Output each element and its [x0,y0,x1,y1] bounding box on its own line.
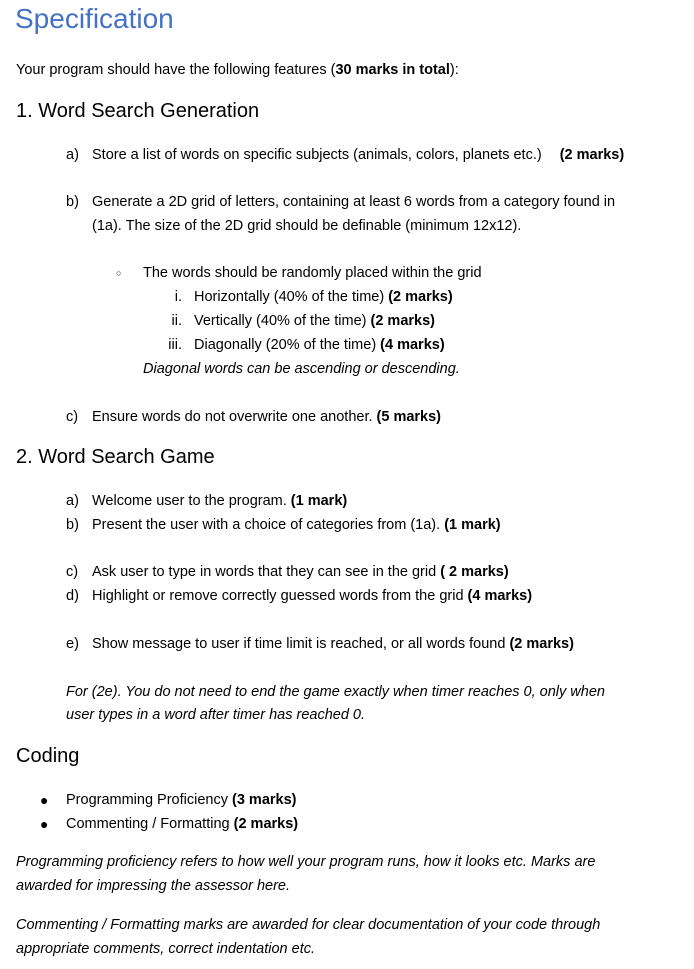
filled-bullet-icon: ● [40,792,49,808]
item-label: c) [66,409,79,425]
section1-item-b-line2: (1a). The size of the 2D grid should be definable (minimum 12x12). [92,218,522,234]
item-marks: (1 mark) [444,517,501,533]
section1-sub-note: Diagonal words can be ascending or descending. [143,361,460,377]
section2-note-line2: user types in a word after timer has reached 0. [66,707,366,723]
coding-heading: Coding [16,745,80,767]
item-text: Welcome user to the program. [92,493,291,509]
item-marks: (4 marks) [467,588,533,604]
item-text: Show message to user if time limit is reached, or all words found [92,636,510,652]
roman-numeral: iii. [168,337,182,353]
section2-item-c [66,562,509,582]
sub-item-text: Horizontally (40% of the time) [194,289,389,305]
coding-item-text: Programming Proficiency [66,792,232,808]
sub-item-text: Vertically (40% of the time) [194,313,371,329]
sub-item-text: Diagonally (20% of the time) [194,337,381,353]
section2-item-d [66,586,532,606]
section2-item-a [66,491,347,511]
intro-post: ): [449,62,459,78]
section1-sub-bullet [116,263,482,283]
coding-item-proficiency [40,790,296,810]
item-text: Store a list of words on specific subjects (animals, colors, planets etc.) [92,147,542,163]
item-marks: (5 marks) [376,409,442,425]
item-marks: (1 mark) [290,493,348,509]
section2-item-e [66,634,574,654]
coding-note2-line2: appropriate comments, correct indentation etc. [16,941,316,957]
item-text: Ask user to type in words that they can see in the grid [92,564,441,580]
item-marks: ( 2 marks) [440,564,509,580]
sub-text: The words should be randomly placed within the grid [143,265,482,281]
coding-note1-line1: Programming proficiency refers to how well your program runs, how it looks etc. Marks are [16,854,596,870]
item-label: d) [66,588,79,604]
roman-numeral: i. [174,289,182,305]
filled-bullet-icon: ● [40,816,49,832]
section1-item-b [66,192,615,212]
intro-text [16,60,459,80]
sub-item-marks: (2 marks) [388,289,453,305]
item-label: a) [66,147,79,163]
item-text: Present the user with a choice of categories from (1a). [92,517,445,533]
coding-item-text: Commenting / Formatting [66,816,234,832]
item-label: a) [66,493,79,509]
circle-bullet-icon: ○ [116,268,122,278]
intro-pre: Your program should have the following features ( [16,62,336,78]
section2-item-b [66,515,501,535]
section2-heading: 2. Word Search Game [16,446,215,468]
coding-item-marks: (3 marks) [232,792,297,808]
coding-item-marks: (2 marks) [233,816,299,832]
section1-item-c [66,407,441,427]
item-label: e) [66,636,79,652]
coding-item-formatting [40,814,298,834]
item-marks: (2 marks) [559,147,625,163]
coding-note1-line2: awarded for impressing the assessor here. [16,878,291,894]
item-label: c) [66,564,79,580]
page-title: Specification [15,3,174,34]
section2-note-line1: For (2e). You do not need to end the game exactly when timer reaches 0, only when [66,684,605,700]
item-label: b) [66,194,79,210]
section1-heading: 1. Word Search Generation [16,100,260,122]
item-label: b) [66,517,79,533]
item-text: Highlight or remove correctly guessed words from the grid [92,588,468,604]
item-text: Ensure words do not overwrite one another. [92,409,377,425]
item-marks: (2 marks) [509,636,574,652]
item-text-line1: Generate a 2D grid of letters, containing at least 6 words from a category found in [92,194,616,210]
intro-total-marks: 30 marks in total [335,62,450,78]
section1-item-a [66,145,624,165]
coding-note2-line1: Commenting / Formatting marks are awarded for clear documentation of your code through [16,917,601,933]
sub-item-marks: (2 marks) [370,313,435,329]
roman-numeral: ii. [171,313,182,329]
sub-item-marks: (4 marks) [380,337,445,353]
